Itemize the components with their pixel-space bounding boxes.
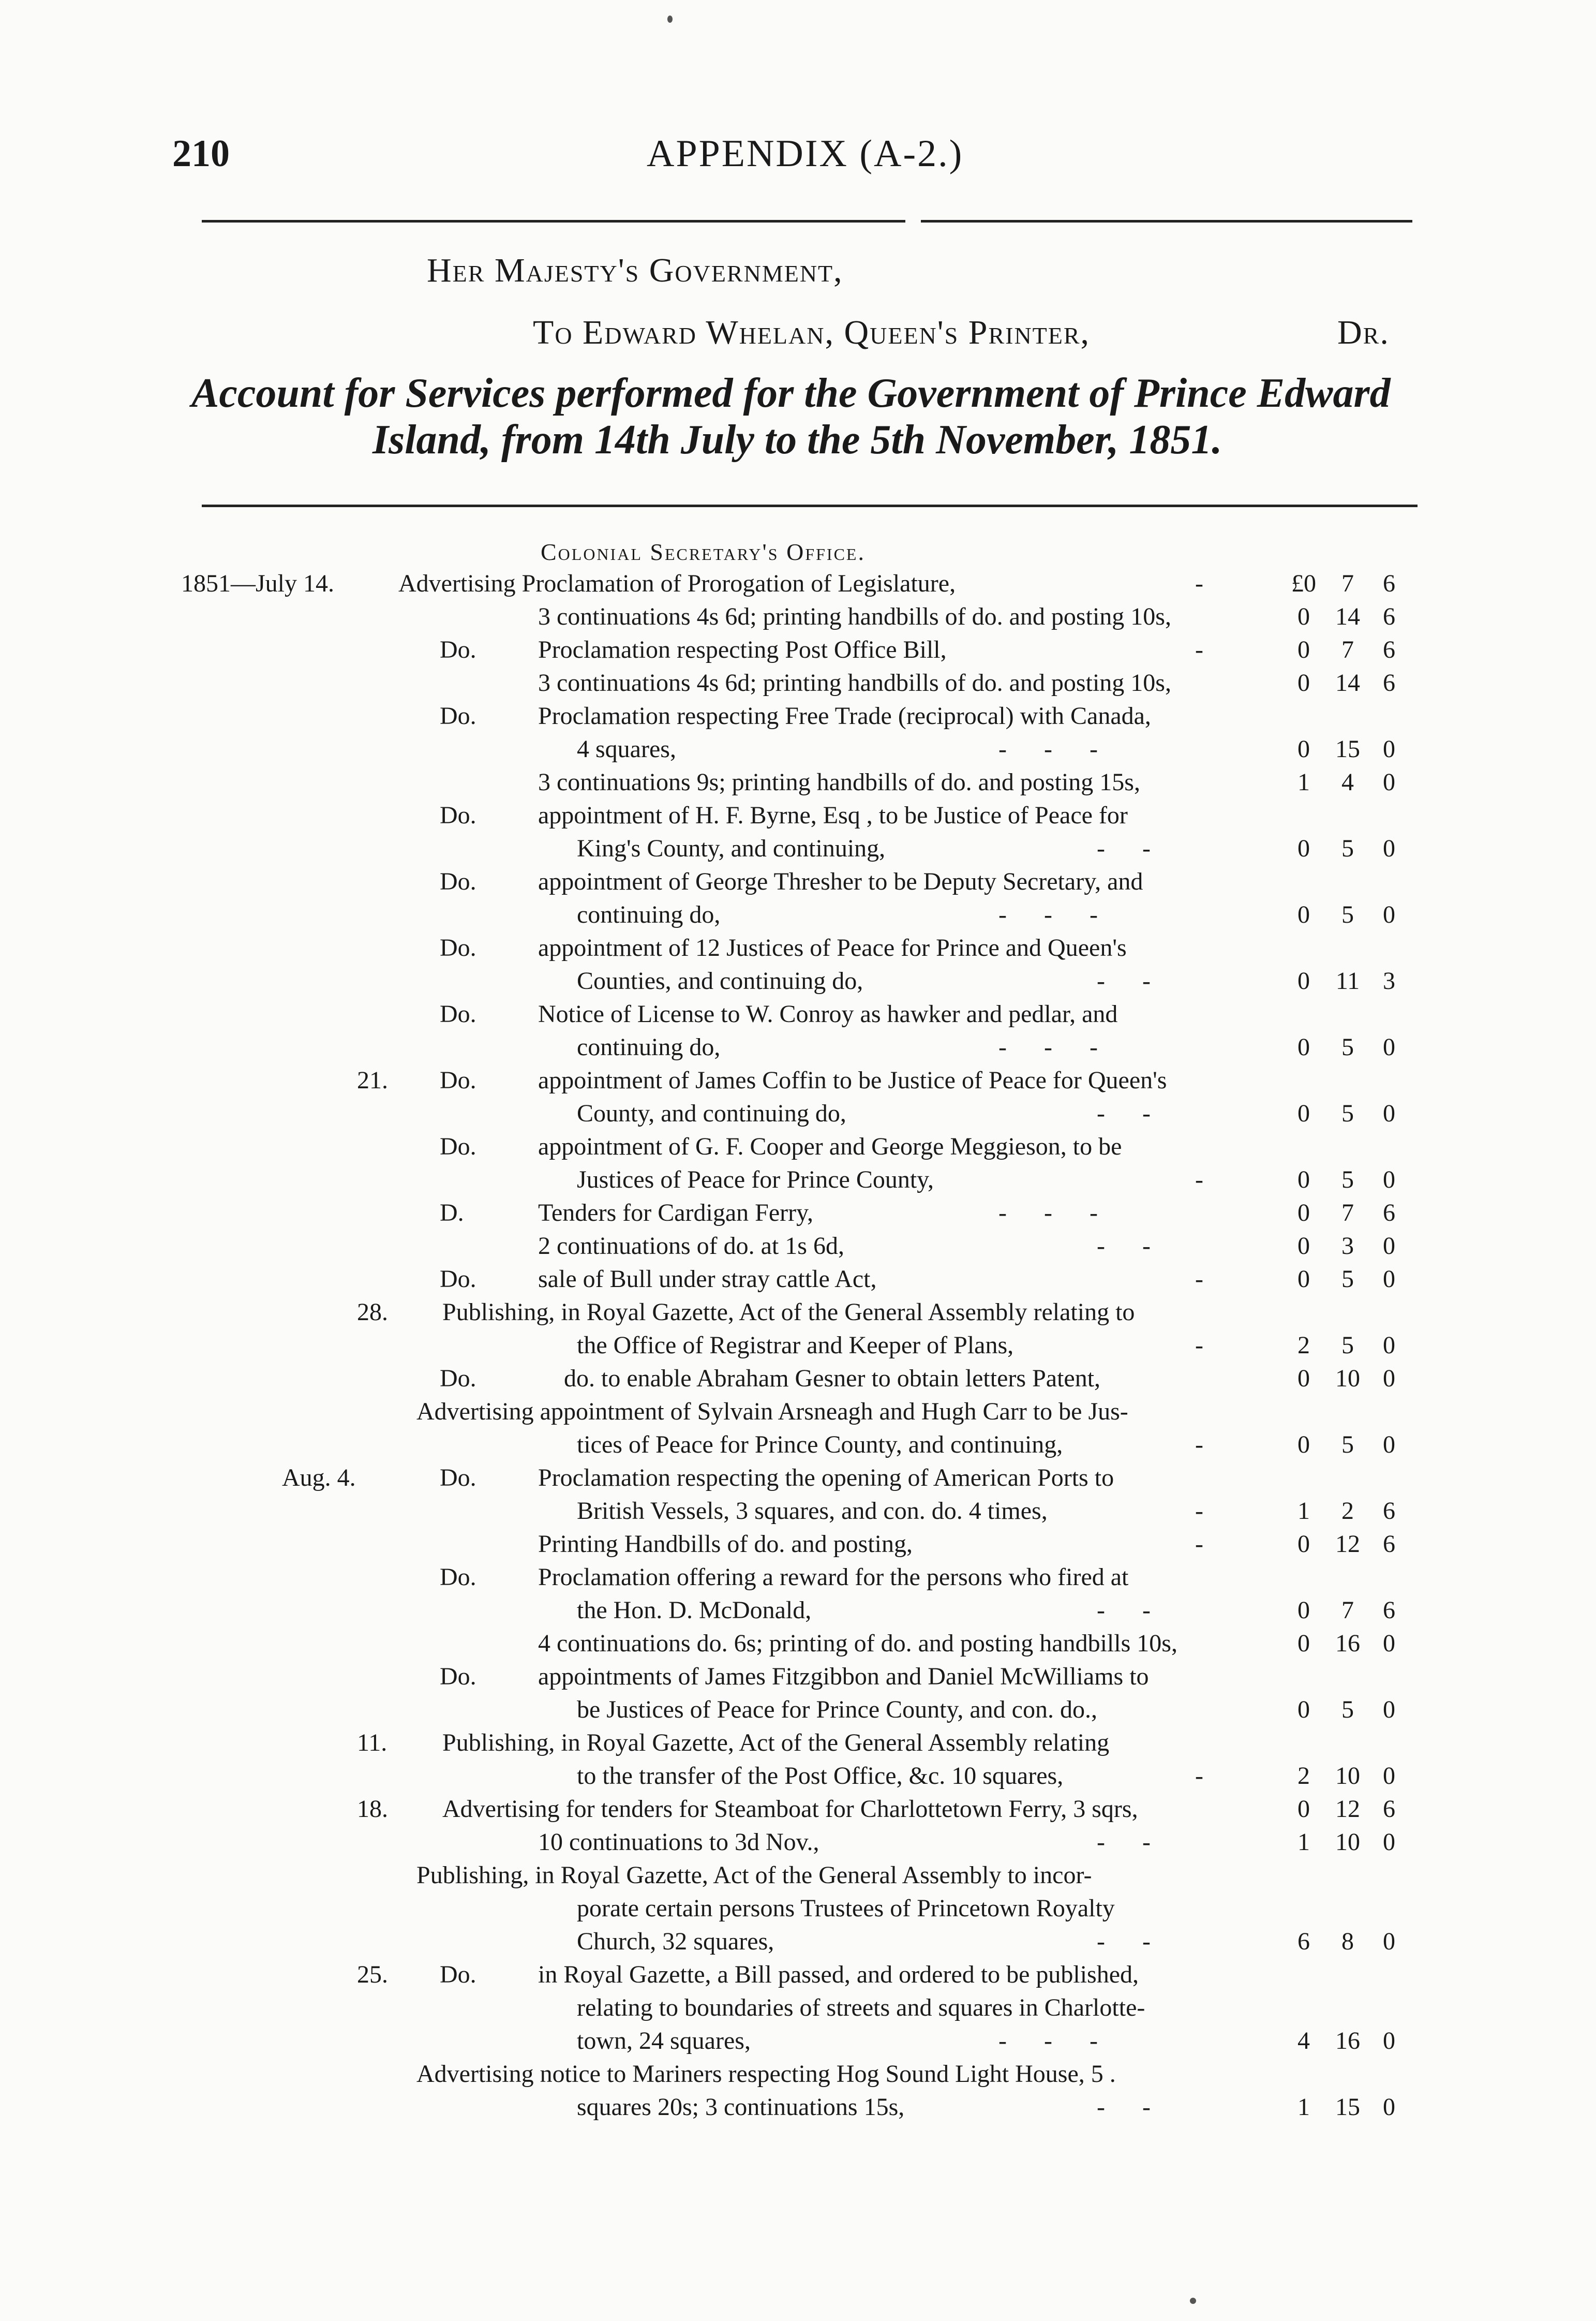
- amount-shillings: 15: [1335, 2093, 1360, 2121]
- title-rule: [202, 505, 1418, 507]
- amount-pence: 0: [1383, 1232, 1395, 1260]
- amount-pence: 0: [1383, 768, 1395, 796]
- amount-shillings: 11: [1335, 967, 1360, 995]
- page-speck: [1190, 2298, 1196, 2304]
- entry-text: squares 20s; 3 continuations 15s,: [577, 2093, 905, 2121]
- creditor-line: To Edward Whelan, Queen's Printer,: [533, 314, 1091, 351]
- leader-dashes: -: [1195, 1497, 1203, 1525]
- amount-shillings: 5: [1341, 1100, 1354, 1127]
- leader-dashes: - -: [1097, 2093, 1151, 2121]
- entry-text: Publishing, in Royal Gazette, Act of the General Assembly to incor-: [416, 1861, 1092, 1889]
- amount-shillings: 12: [1335, 1530, 1360, 1558]
- amount-pence: 0: [1383, 2093, 1395, 2121]
- amount-shillings: 5: [1341, 1265, 1354, 1293]
- entry-text: 3 continuations 4s 6d; printing handbills of do. and posting 10s,: [538, 669, 1171, 697]
- entry-text: appointments of James Fitzgibbon and Daniel McWilliams to: [538, 1663, 1149, 1690]
- entry-text: appointment of H. F. Byrne, Esq , to be Justice of Peace for: [538, 802, 1128, 829]
- entry-text: Proclamation offering a reward for the persons who fired at: [538, 1563, 1129, 1591]
- amount-shillings: 5: [1341, 901, 1354, 928]
- entry-text: Advertising Proclamation of Prorogation of Legislature,: [398, 570, 956, 597]
- entry-text: appointment of 12 Justices of Peace for Prince and Queen's: [538, 934, 1127, 962]
- amount-pence: 6: [1383, 570, 1395, 597]
- ditto-mark: Do.: [440, 1563, 476, 1591]
- amount-shillings: 7: [1341, 636, 1354, 663]
- entry-text: King's County, and continuing,: [577, 835, 886, 862]
- leader-dashes: -: [1195, 1166, 1203, 1193]
- entry-date: Aug. 4.: [282, 1464, 356, 1491]
- ditto-mark: Do.: [440, 934, 476, 962]
- amount-pounds: 2: [1297, 1762, 1310, 1790]
- top-rule-right: [921, 220, 1412, 223]
- entry-text: 4 continuations do. 6s; printing of do. and posting handbills 10s,: [538, 1630, 1177, 1657]
- entry-text: County, and continuing do,: [577, 1100, 846, 1127]
- running-head: APPENDIX (A-2.): [647, 132, 964, 175]
- entry-text: the Office of Registrar and Keeper of Plans,: [577, 1332, 1014, 1359]
- ditto-mark: Do.: [440, 1000, 476, 1028]
- amount-pounds: 0: [1297, 636, 1310, 663]
- entry-text: Publishing, in Royal Gazette, Act of the General Assembly relating: [442, 1729, 1110, 1756]
- ditto-mark: Do.: [440, 1663, 476, 1690]
- amount-pounds: 4: [1297, 2027, 1310, 2054]
- amount-pence: 6: [1383, 1596, 1395, 1624]
- entry-text: Justices of Peace for Prince County,: [577, 1166, 934, 1193]
- leader-dashes: - -: [1097, 835, 1151, 862]
- debit-marker: Dr.: [1337, 314, 1390, 351]
- entry-text: Advertising for tenders for Steamboat for Charlottetown Ferry, 3 sqrs,: [442, 1795, 1138, 1823]
- page-speck: [667, 16, 673, 23]
- entry-text: Counties, and continuing do,: [577, 967, 863, 995]
- ditto-mark: Do.: [440, 868, 476, 895]
- amount-pounds: 0: [1297, 1365, 1310, 1392]
- amount-shillings: 14: [1335, 603, 1360, 630]
- entry-text: Notice of License to W. Conroy as hawker and pedlar, and: [538, 1000, 1118, 1028]
- amount-pounds: 0: [1297, 1696, 1310, 1723]
- amount-pounds: 0: [1297, 1100, 1310, 1127]
- amount-pence: 3: [1383, 967, 1395, 995]
- amount-pounds: 0: [1297, 1795, 1310, 1823]
- amount-pounds: 0: [1297, 1033, 1310, 1061]
- amount-pence: 6: [1383, 1795, 1395, 1823]
- amount-shillings: 7: [1341, 1199, 1354, 1226]
- amount-pence: 0: [1383, 1828, 1395, 1856]
- amount-pence: 0: [1383, 901, 1395, 928]
- entry-text: Tenders for Cardigan Ferry,: [538, 1199, 814, 1226]
- amount-shillings: 15: [1335, 735, 1360, 763]
- amount-shillings: 3: [1341, 1232, 1354, 1260]
- amount-pence: 0: [1383, 1696, 1395, 1723]
- amount-shillings: 5: [1341, 835, 1354, 862]
- amount-pounds: 0: [1297, 735, 1310, 763]
- amount-shillings: 5: [1341, 1696, 1354, 1723]
- amount-shillings: 5: [1341, 1166, 1354, 1193]
- leader-dashes: -: [1195, 1762, 1203, 1790]
- amount-pence: 0: [1383, 1332, 1395, 1359]
- leader-dashes: - - -: [998, 2027, 1098, 2054]
- amount-shillings: 5: [1341, 1033, 1354, 1061]
- amount-pounds: 0: [1297, 1596, 1310, 1624]
- amount-pence: 6: [1383, 1199, 1395, 1226]
- leader-dashes: - -: [1097, 1828, 1151, 1856]
- amount-pence: 0: [1383, 1630, 1395, 1657]
- amount-pence: 0: [1383, 2027, 1395, 2054]
- entry-text: tices of Peace for Prince County, and continuing,: [577, 1431, 1063, 1458]
- leader-dashes: -: [1195, 1431, 1203, 1458]
- entry-date: 1851—July 14.: [181, 570, 335, 597]
- ditto-mark: Do.: [440, 702, 476, 730]
- amount-pounds: 0: [1297, 1530, 1310, 1558]
- amount-pence: 0: [1383, 1100, 1395, 1127]
- entry-text: 3 continuations 4s 6d; printing handbills of do. and posting 10s,: [538, 603, 1171, 630]
- amount-pence: 0: [1383, 835, 1395, 862]
- amount-pence: 0: [1383, 1431, 1395, 1458]
- amount-pence: 0: [1383, 1928, 1395, 1955]
- amount-shillings: 16: [1335, 1630, 1360, 1657]
- ditto-mark: D.: [440, 1199, 464, 1226]
- amount-shillings: 2: [1341, 1497, 1354, 1525]
- amount-pounds: 0: [1297, 1431, 1310, 1458]
- amount-pounds: 0: [1297, 603, 1310, 630]
- amount-pence: 0: [1383, 1166, 1395, 1193]
- entry-text: continuing do,: [577, 1033, 721, 1061]
- amount-pounds: 1: [1297, 1497, 1310, 1525]
- entry-text: be Justices of Peace for Prince County, and con. do.,: [577, 1696, 1097, 1723]
- entry-text: do. to enable Abraham Gesner to obtain letters Patent,: [564, 1365, 1101, 1392]
- entry-text: to the transfer of the Post Office, &c. 10 squares,: [577, 1762, 1064, 1790]
- entry-date: 11.: [357, 1729, 387, 1756]
- amount-pence: 0: [1383, 1265, 1395, 1293]
- entry-text: appointment of James Coffin to be Justice of Peace for Queen's: [538, 1067, 1167, 1094]
- entry-text: 2 continuations of do. at 1s 6d,: [538, 1232, 844, 1260]
- amount-shillings: 10: [1335, 1762, 1360, 1790]
- amount-pounds: £0: [1291, 570, 1316, 597]
- amount-pounds: 0: [1297, 1199, 1310, 1226]
- leader-dashes: - - -: [998, 735, 1098, 763]
- amount-pounds: 0: [1297, 669, 1310, 697]
- amount-pounds: 0: [1297, 1265, 1310, 1293]
- entry-text: continuing do,: [577, 901, 721, 928]
- amount-pounds: 1: [1297, 768, 1310, 796]
- amount-shillings: 14: [1335, 669, 1360, 697]
- amount-shillings: 5: [1341, 1332, 1354, 1359]
- amount-pence: 0: [1383, 1033, 1395, 1061]
- entry-text: Proclamation respecting Free Trade (reciprocal) with Canada,: [538, 702, 1151, 730]
- amount-shillings: 7: [1341, 1596, 1354, 1624]
- amount-pounds: 0: [1297, 967, 1310, 995]
- entry-text: Advertising appointment of Sylvain Arsneagh and Hugh Carr to be Jus-: [416, 1398, 1128, 1425]
- leader-dashes: - -: [1097, 967, 1151, 995]
- entry-text: appointment of G. F. Cooper and George Meggieson, to be: [538, 1133, 1122, 1160]
- leader-dashes: - -: [1097, 1100, 1151, 1127]
- entry-text: 10 continuations to 3d Nov.,: [538, 1828, 819, 1856]
- leader-dashes: - - -: [998, 1199, 1098, 1226]
- amount-pounds: 1: [1297, 2093, 1310, 2121]
- amount-shillings: 12: [1335, 1795, 1360, 1823]
- leader-dashes: - -: [1097, 1596, 1151, 1624]
- ditto-mark: Do.: [440, 1464, 476, 1491]
- entry-text: the Hon. D. McDonald,: [577, 1596, 812, 1624]
- account-title-line2: Island, from 14th July to the 5th November, 1851.: [372, 417, 1222, 463]
- amount-pence: 0: [1383, 735, 1395, 763]
- entry-text: Proclamation respecting the opening of American Ports to: [538, 1464, 1114, 1491]
- amount-pounds: 0: [1297, 1232, 1310, 1260]
- ditto-mark: Do.: [440, 1265, 476, 1293]
- amount-shillings: 10: [1335, 1828, 1360, 1856]
- amount-pence: 6: [1383, 1530, 1395, 1558]
- leader-dashes: - - -: [998, 901, 1098, 928]
- top-rule-left: [202, 220, 905, 223]
- amount-pounds: 1: [1297, 1828, 1310, 1856]
- entry-text: Advertising notice to Mariners respecting Hog Sound Light House, 5 .: [416, 2060, 1116, 2088]
- entry-text: 4 squares,: [577, 735, 676, 763]
- amount-pounds: 2: [1297, 1332, 1310, 1359]
- section-heading: Colonial Secretary's Office.: [541, 539, 866, 565]
- entry-text: British Vessels, 3 squares, and con. do. 4 times,: [577, 1497, 1048, 1525]
- account-title-line1: Account for Services performed for the Government of Prince Edward: [191, 371, 1391, 416]
- amount-pounds: 0: [1297, 1630, 1310, 1657]
- amount-pence: 0: [1383, 1762, 1395, 1790]
- amount-pounds: 0: [1297, 901, 1310, 928]
- entry-date: 21.: [357, 1067, 388, 1094]
- amount-pence: 6: [1383, 1497, 1395, 1525]
- entry-text: porate certain persons Trustees of Princetown Royalty: [577, 1895, 1115, 1922]
- amount-pence: 0: [1383, 1365, 1395, 1392]
- amount-shillings: 7: [1341, 570, 1354, 597]
- leader-dashes: -: [1195, 570, 1203, 597]
- amount-shillings: 4: [1341, 768, 1354, 796]
- entry-text: Publishing, in Royal Gazette, Act of the General Assembly relating to: [442, 1298, 1135, 1326]
- ditto-mark: Do.: [440, 1961, 476, 1988]
- amount-pounds: 0: [1297, 835, 1310, 862]
- amount-pounds: 0: [1297, 1166, 1310, 1193]
- entry-text: relating to boundaries of streets and squares in Charlotte-: [577, 1994, 1145, 2021]
- entry-text: 3 continuations 9s; printing handbills of do. and posting 15s,: [538, 768, 1140, 796]
- entry-date: 28.: [357, 1298, 388, 1326]
- addressee-line: Her Majesty's Government,: [427, 252, 843, 289]
- entry-text: Proclamation respecting Post Office Bill,: [538, 636, 947, 663]
- amount-shillings: 8: [1341, 1928, 1354, 1955]
- entry-text: in Royal Gazette, a Bill passed, and ordered to be published,: [538, 1961, 1139, 1988]
- amount-pence: 6: [1383, 669, 1395, 697]
- amount-pence: 6: [1383, 603, 1395, 630]
- leader-dashes: -: [1195, 1332, 1203, 1359]
- entry-text: appointment of George Thresher to be Deputy Secretary, and: [538, 868, 1143, 895]
- leader-dashes: -: [1195, 1265, 1203, 1293]
- amount-shillings: 16: [1335, 2027, 1360, 2054]
- ditto-mark: Do.: [440, 636, 476, 663]
- entry-text: Church, 32 squares,: [577, 1928, 774, 1955]
- amount-pence: 6: [1383, 636, 1395, 663]
- ditto-mark: Do.: [440, 1365, 476, 1392]
- leader-dashes: - - -: [998, 1033, 1098, 1061]
- leader-dashes: -: [1195, 636, 1203, 663]
- amount-shillings: 5: [1341, 1431, 1354, 1458]
- leader-dashes: -: [1195, 1530, 1203, 1558]
- entry-date: 18.: [357, 1795, 388, 1823]
- entry-text: sale of Bull under stray cattle Act,: [538, 1265, 877, 1293]
- amount-pounds: 6: [1297, 1928, 1310, 1955]
- page-number: 210: [172, 132, 230, 175]
- entry-text: Printing Handbills of do. and posting,: [538, 1530, 913, 1558]
- amount-shillings: 10: [1335, 1365, 1360, 1392]
- ditto-mark: Do.: [440, 802, 476, 829]
- ditto-mark: Do.: [440, 1067, 476, 1094]
- entry-text: town, 24 squares,: [577, 2027, 751, 2054]
- ditto-mark: Do.: [440, 1133, 476, 1160]
- leader-dashes: - -: [1097, 1232, 1151, 1260]
- leader-dashes: - -: [1097, 1928, 1151, 1955]
- entry-date: 25.: [357, 1961, 388, 1988]
